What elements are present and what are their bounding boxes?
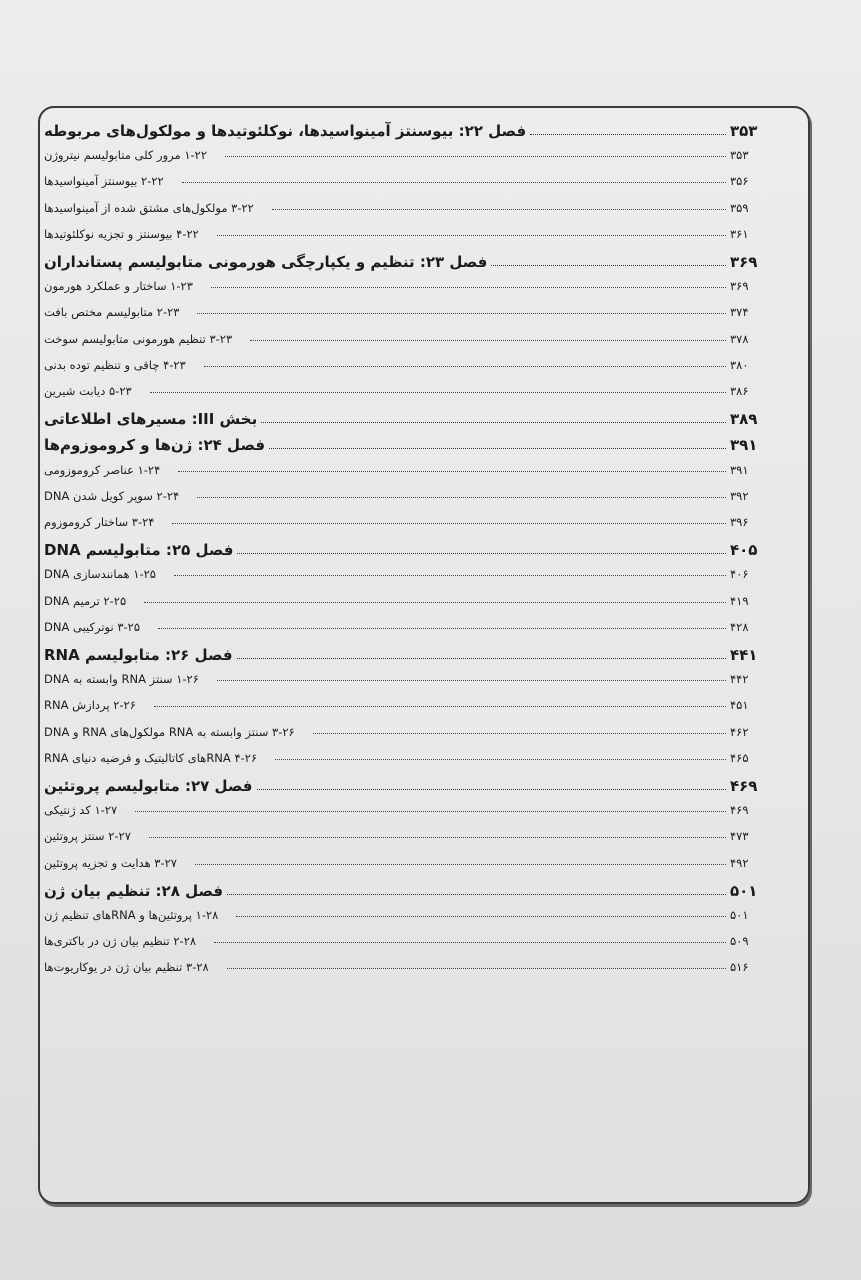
- toc-page-number: ۳۶۹: [730, 279, 749, 294]
- toc-entry-title: ۲-۲۸ تنظیم بیان ژن در باکتری‌ها: [44, 934, 197, 949]
- toc-entry-title: ۳-۲۲ مولکول‌های مشتق شده از آمینواسیدها: [44, 200, 254, 215]
- toc-section-row: [44, 174, 764, 188]
- toc-section-row: [44, 305, 764, 319]
- dot-leader: [211, 286, 726, 288]
- toc-page-number: ۳۵۹: [730, 200, 749, 215]
- toc-entry-title: ۱-۲۸ پروتئین‌ها و RNAهای تنظیم ژن: [44, 908, 219, 922]
- dot-leader: [217, 234, 726, 236]
- toc-page-number: ۴۷۳: [730, 829, 749, 844]
- toc-page-number: ۳۹۱: [730, 436, 758, 455]
- toc-page-number: ۳۹۶: [730, 515, 749, 529]
- toc-page-number: ۵۰۱: [730, 908, 749, 922]
- toc-page-number: ۳۸۹: [730, 410, 758, 429]
- dot-leader: [227, 893, 726, 895]
- dot-leader: [275, 758, 726, 760]
- toc-section-row: [44, 803, 764, 817]
- toc-entry-title: بخش III: مسیرهای اطلاعاتی: [44, 410, 258, 429]
- toc-section-row: [44, 960, 764, 974]
- toc-page-number: ۳۵۳: [730, 122, 758, 140]
- dot-leader: [182, 181, 726, 183]
- toc-page-number: ۴۱۹: [730, 593, 749, 608]
- toc-chapter-row: [44, 777, 764, 795]
- toc-entry-title: ۳-۲۳ تنظیم هورمونی متابولیسم سوخت: [44, 331, 233, 346]
- toc-section-row: [44, 908, 764, 922]
- toc-chapter-row: [44, 122, 764, 140]
- dot-leader: [172, 522, 726, 524]
- toc-section-row: [44, 463, 764, 477]
- toc-page-number: ۳۵۶: [730, 174, 749, 189]
- dot-leader: [237, 657, 726, 659]
- toc-page-number: ۴۶۹: [730, 777, 758, 795]
- toc-chapter-row: [44, 882, 764, 900]
- dot-leader: [174, 574, 726, 576]
- toc-page-number: ۵۰۱: [730, 881, 758, 900]
- toc-page-number: ۳۷۴: [730, 305, 749, 320]
- dot-leader: [272, 208, 726, 210]
- toc-chapter-row: [44, 410, 764, 428]
- toc-page-number: ۳۶۹: [730, 253, 758, 271]
- toc-entry-title: ۲-۲۴ سوپر کویل شدن DNA: [44, 488, 180, 503]
- toc-entry-title: ۴-۲۶ RNAهای کاتالیتیک و فرضیه دنیای RNA: [44, 750, 258, 765]
- toc-page-number: ۴۲۸: [730, 619, 749, 634]
- toc-entry-title: ۵-۲۳ دیابت شیرین: [44, 384, 132, 398]
- toc-entry-title: ۳-۲۵ نوترکیبی DNA: [44, 619, 141, 634]
- toc-section-row: [44, 751, 764, 765]
- toc-section-row: [44, 489, 764, 503]
- dot-leader: [178, 470, 726, 472]
- dot-leader: [257, 788, 727, 790]
- toc-entry-title: ۳-۲۴ ساختار کروموزوم: [44, 515, 155, 529]
- toc-page-number: ۳۷۸: [730, 331, 749, 346]
- dot-leader: [158, 627, 726, 629]
- dot-leader: [154, 705, 726, 707]
- toc-page-number: ۴۰۶: [730, 567, 749, 582]
- toc-page-number: ۴۶۵: [730, 750, 749, 765]
- toc-page-number: ۵۰۹: [730, 934, 749, 949]
- dot-leader: [269, 447, 726, 449]
- toc-entry-title: فصل ۲۶: متابولیسم RNA: [44, 646, 233, 664]
- toc-section-row: [44, 856, 764, 870]
- toc-page-number: ۳۹۲: [730, 488, 749, 503]
- dot-leader: [149, 836, 726, 838]
- toc-entry-title: ۱-۲۲ مرور کلی متابولیسم نیتروژن: [44, 148, 207, 163]
- toc-entry-title: ۱-۲۶ سنتز RNA وابسته به DNA: [44, 672, 199, 687]
- toc-entry-title: ۱-۲۴ عناصر کروموزومی: [44, 462, 161, 477]
- toc-section-row: [44, 672, 764, 686]
- dot-leader: [530, 133, 726, 135]
- toc-section-row: [44, 358, 764, 372]
- dot-leader: [150, 391, 726, 393]
- toc-chapter-row: [44, 436, 764, 454]
- dot-leader: [236, 915, 726, 917]
- dot-leader: [261, 421, 726, 423]
- dot-leader: [225, 155, 726, 157]
- dot-leader: [197, 496, 726, 498]
- dot-leader: [491, 264, 726, 266]
- toc-page-number: ۴۴۱: [730, 646, 758, 664]
- toc-section-row: [44, 829, 764, 843]
- toc-entry-title: ۳-۲۶ سنتز وابسته به RNA مولکول‌های RNA و DNA: [44, 724, 295, 739]
- toc-entry-title: ۱-۲۷ کد ژنتیکی: [44, 803, 118, 818]
- toc-section-row: [44, 620, 764, 634]
- toc-entry-title: ۱-۲۳ ساختار و عملکرد هورمون: [44, 279, 193, 294]
- toc-section-row: [44, 567, 764, 581]
- toc-page-number: ۴۶۲: [730, 724, 749, 739]
- toc-section-row: [44, 279, 764, 293]
- dot-leader: [227, 967, 726, 969]
- toc-entry-title: فصل ۲۸: تنظیم بیان ژن: [44, 881, 224, 900]
- toc-entry-title: ۴-۲۳ چاقی و تنظیم توده بدنی: [44, 357, 186, 372]
- toc-section-row: [44, 594, 764, 608]
- dot-leader: [204, 365, 726, 367]
- toc-page-number: ۴۹۲: [730, 855, 749, 870]
- toc-section-row: [44, 725, 764, 739]
- toc-page-number: ۴۴۲: [730, 672, 749, 687]
- toc-section-row: [44, 515, 764, 529]
- toc-section-row: [44, 934, 764, 948]
- toc-entry-title: فصل ۲۳: تنظیم و یکپارچگی هورمونی متابولیسم پستانداران: [44, 253, 488, 271]
- toc-section-row: [44, 148, 764, 162]
- dot-leader: [237, 552, 726, 554]
- toc-section-row: [44, 332, 764, 346]
- toc-entry-title: فصل ۲۲: بیوسنتز آمینواسیدها، نوکلئوتیدها و مولکول‌های مربوطه: [44, 122, 527, 140]
- dot-leader: [135, 810, 726, 812]
- dot-leader: [313, 732, 726, 734]
- toc-section-row: [44, 384, 764, 398]
- dot-leader: [144, 601, 726, 603]
- toc-section-row: [44, 698, 764, 712]
- toc-page-number: ۳۵۳: [730, 148, 749, 163]
- toc-entry-title: ۴-۲۲ بیوسنتز و تجزیه نوکلئوتیدها: [44, 226, 199, 241]
- toc-entry-title: ۲-۲۵ ترمیم DNA: [44, 593, 127, 608]
- toc-page-number: ۴۰۵: [730, 541, 758, 560]
- toc-page-number: ۳۸۶: [730, 384, 749, 398]
- toc-page-number: ۴۶۹: [730, 803, 749, 818]
- toc-chapter-row: [44, 646, 764, 664]
- toc-entry-title: فصل ۲۴: ژن‌ها و کروموزوم‌ها: [44, 436, 266, 455]
- toc-page-number: ۵۱۶: [730, 960, 749, 975]
- toc-entry-title: ۱-۲۵ همانندسازی DNA: [44, 567, 156, 582]
- toc-entry-title: ۲-۲۳ متابولیسم مختص بافت: [44, 305, 180, 320]
- toc-section-row: [44, 227, 764, 241]
- toc-entry-title: ۳-۲۸ تنظیم بیان ژن در یوکاریوت‌ها: [44, 960, 209, 975]
- dot-leader: [197, 312, 726, 314]
- toc-page-number: ۳۶۱: [730, 226, 749, 241]
- toc-chapter-row: [44, 541, 764, 559]
- toc-chapter-row: [44, 253, 764, 271]
- dot-leader: [195, 863, 726, 865]
- dot-leader: [217, 679, 726, 681]
- dot-leader: [214, 941, 726, 943]
- dot-leader: [250, 339, 726, 341]
- toc-page-number: ۳۸۰: [730, 357, 749, 372]
- toc-section-row: [44, 201, 764, 215]
- toc-entry-title: ۲-۲۲ بیوسنتز آمینواسیدها: [44, 174, 164, 189]
- toc-entry-title: ۲-۲۷ سنتز پروتئین: [44, 829, 131, 844]
- toc-entry-title: ۳-۲۷ هدایت و تجزیه پروتئین: [44, 855, 177, 870]
- toc-entry-title: فصل ۲۷: متابولیسم پروتئین: [44, 777, 253, 795]
- toc-entry-title: ۲-۲۶ پردازش RNA: [44, 698, 136, 713]
- toc-entry-title: فصل ۲۵: متابولیسم DNA: [44, 541, 234, 560]
- toc-page-number: ۴۵۱: [730, 698, 749, 713]
- toc-page-number: ۳۹۱: [730, 462, 749, 477]
